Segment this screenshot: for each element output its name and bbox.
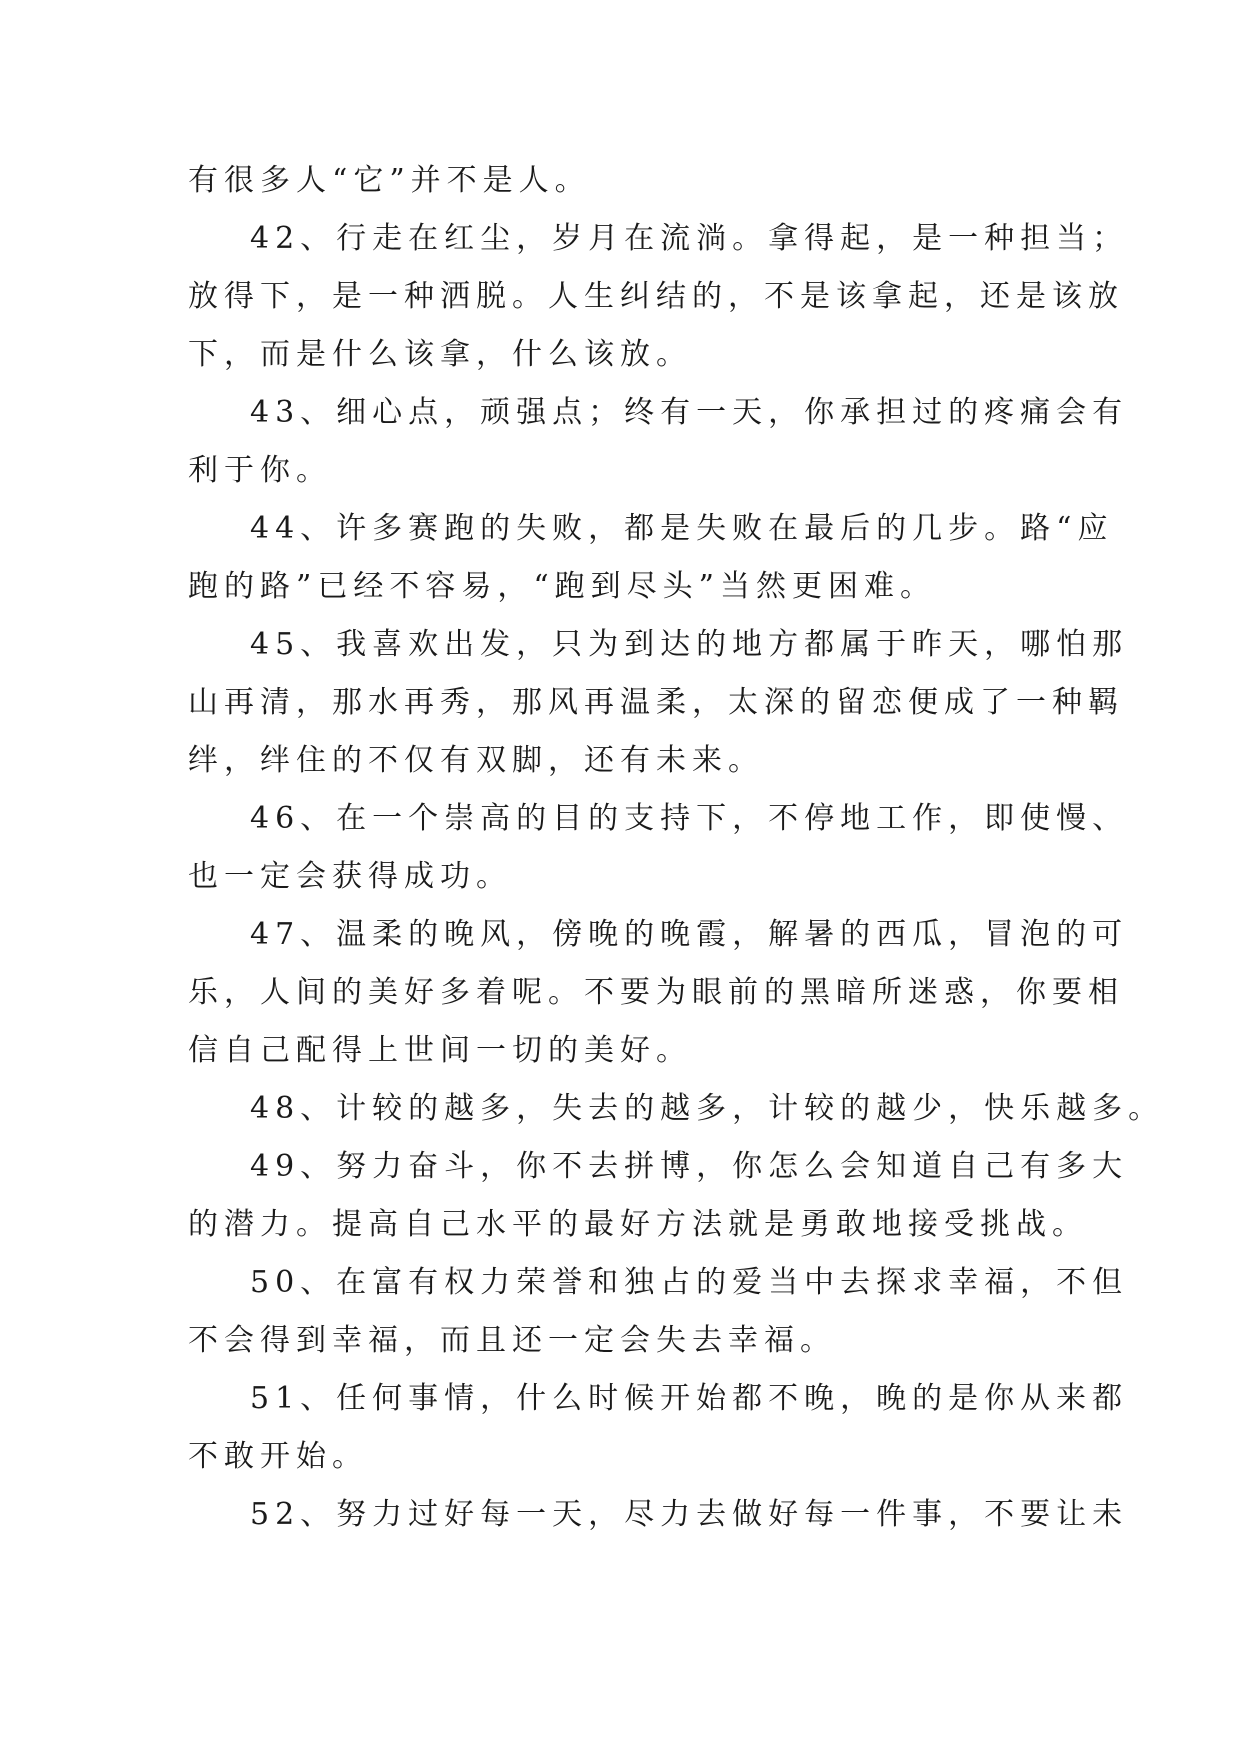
text-line-item-48: 48、计较的越多，失去的越多，计较的越少，快乐越多。 [250,1091,1165,1126]
text-line: 下，而是什么该拿，什么该放。 [188,337,692,372]
text-line-item-52: 52、努力过好每一天，尽力去做好每一件事，不要让未 [250,1497,1129,1532]
text-line-item-45: 45、我喜欢出发，只为到达的地方都属于昨天，哪怕那 [250,627,1129,662]
text-line-item-42: 42、行走在红尘，岁月在流淌。拿得起，是一种担当； [250,221,1129,256]
text-line-item-44: 44、许多赛跑的失败，都是失败在最后的几步。路“应 [250,511,1114,546]
text-line: 有很多人“它”并不是人。 [188,163,591,198]
text-line: 跑的路”已经不容易，“跑到尽头”当然更困难。 [188,569,937,604]
text-line-item-43: 43、细心点，顽强点；终有一天，你承担过的疼痛会有 [250,395,1129,430]
text-line: 乐，人间的美好多着呢。不要为眼前的黑暗所迷惑，你要相 [188,975,1124,1010]
text-line: 的潜力。提高自己水平的最好方法就是勇敢地接受挑战。 [188,1207,1088,1242]
text-line: 不会得到幸福，而且还一定会失去幸福。 [188,1323,836,1358]
document-body [188,152,1165,1544]
text-line: 也一定会获得成功。 [188,859,512,894]
text-line: 绊，绊住的不仅有双脚，还有未来。 [188,743,764,778]
text-line: 信自己配得上世间一切的美好。 [188,1033,692,1068]
text-line: 不敢开始。 [188,1439,368,1474]
text-line: 放得下，是一种洒脱。人生纠结的，不是该拿起，还是该放 [188,279,1124,314]
text-line-item-47: 47、温柔的晚风，傍晚的晚霞，解暑的西瓜，冒泡的可 [250,917,1129,952]
text-line: 山再清，那水再秀，那风再温柔，太深的留恋便成了一种羁 [188,685,1124,720]
text-line-item-51: 51、任何事情，什么时候开始都不晚，晚的是你从来都 [250,1381,1129,1416]
text-line-item-46: 46、在一个崇高的目的支持下，不停地工作，即使慢、 [250,801,1129,836]
text-line-item-49: 49、努力奋斗，你不去拼博，你怎么会知道自己有多大 [250,1149,1129,1184]
text-line: 利于你。 [188,453,332,488]
text-line-item-50: 50、在富有权力荣誉和独占的爱当中去探求幸福，不但 [250,1265,1129,1300]
